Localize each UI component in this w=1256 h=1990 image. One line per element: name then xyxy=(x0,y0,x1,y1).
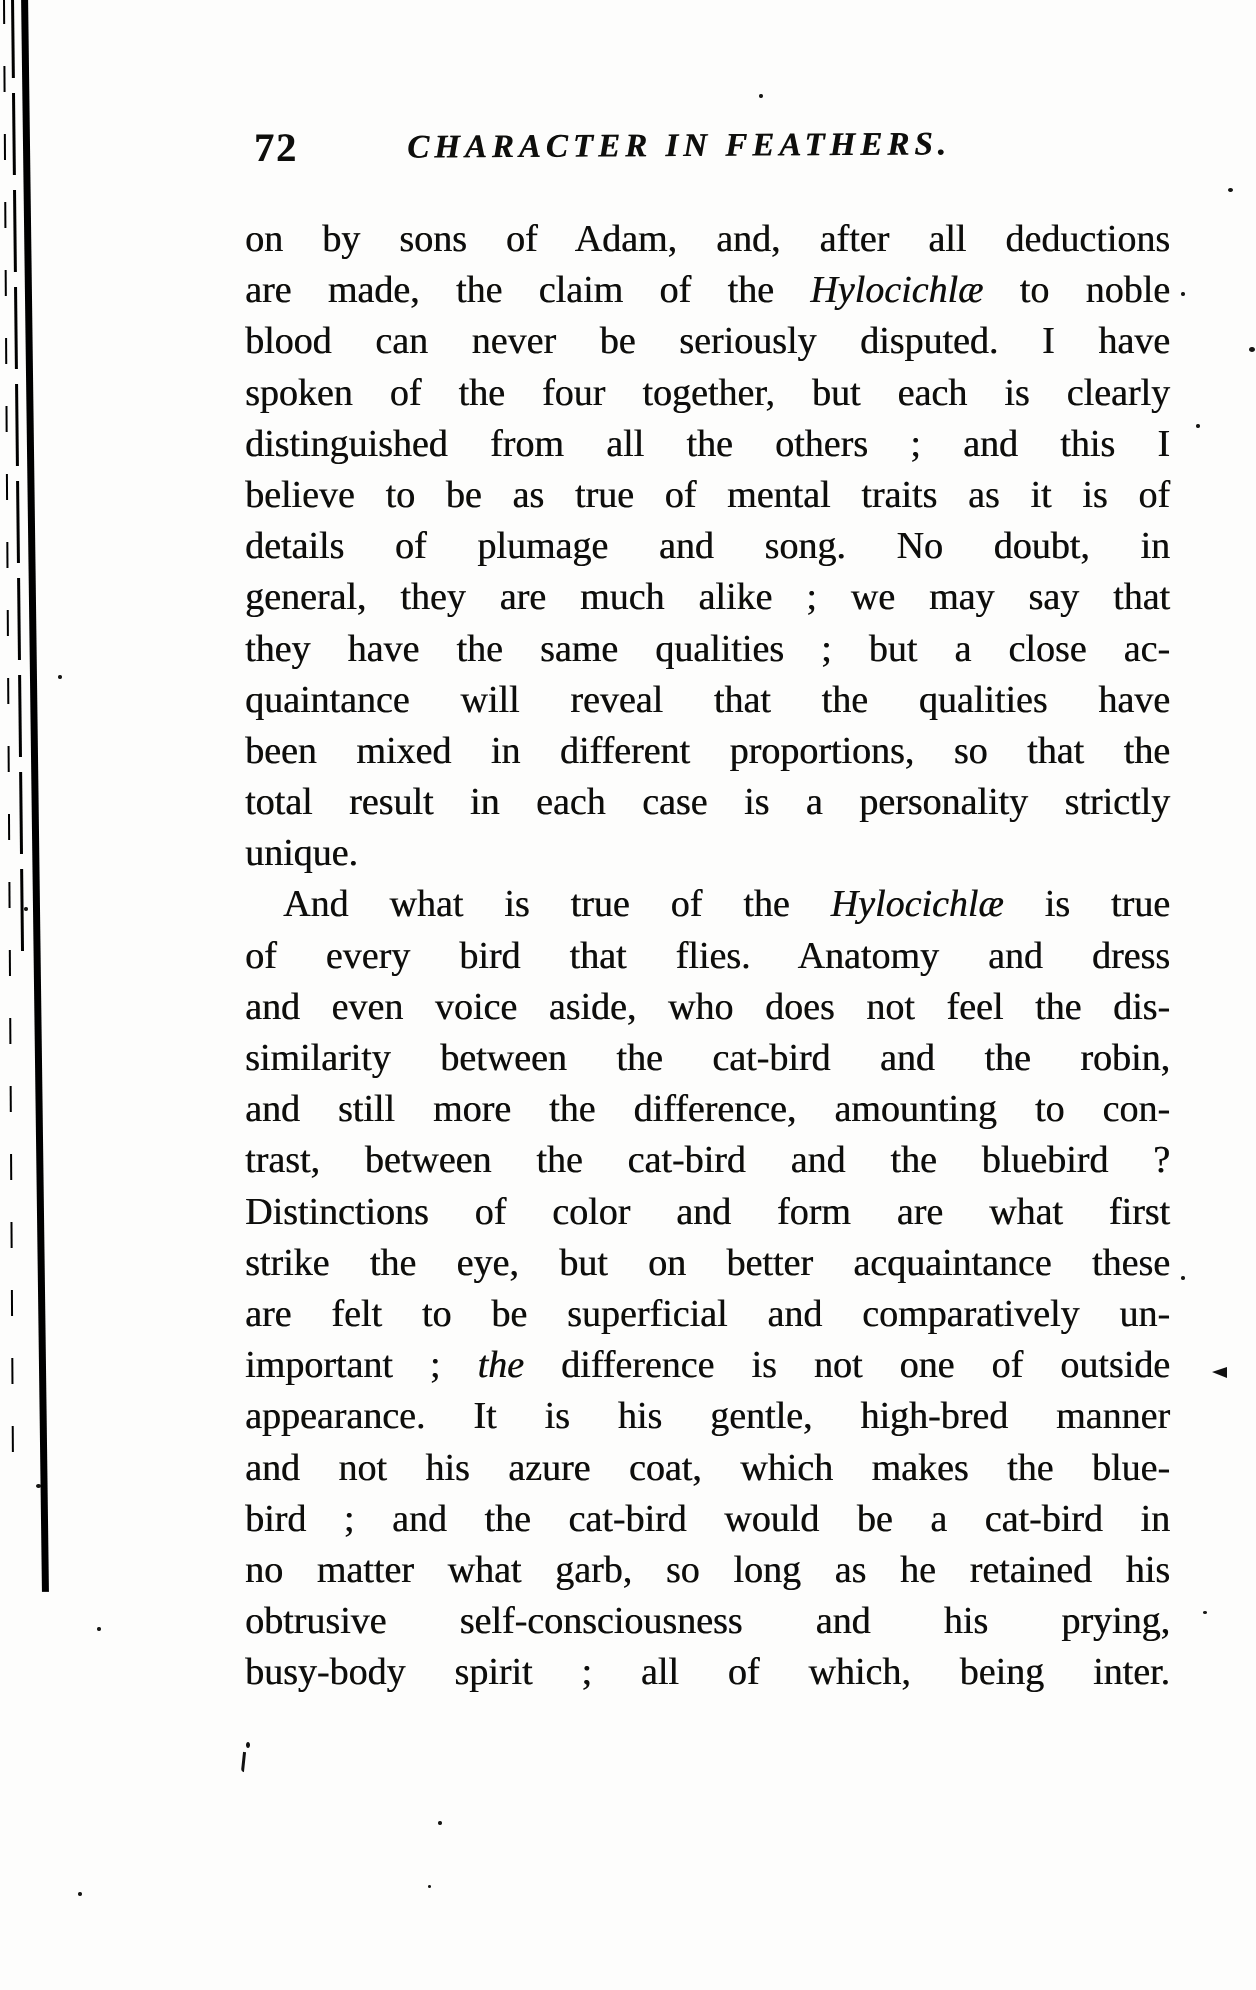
italic-text: Hylocichlæ xyxy=(830,883,1004,926)
text-line xyxy=(245,1647,1170,1698)
text-line xyxy=(245,470,1170,521)
text-segment: and not his azure coat, which makes the blue- xyxy=(245,1446,1170,1489)
ink-artifact-dot xyxy=(246,1742,250,1748)
text-segment: trast, between the cat-bird and the bluebird ? xyxy=(245,1139,1170,1182)
text-segment: Distinctions of color and form are what first xyxy=(245,1190,1170,1233)
ink-speck xyxy=(58,675,62,679)
text-line xyxy=(245,1391,1170,1442)
text-segment: is true xyxy=(1003,883,1170,926)
text-segment: important ; xyxy=(245,1344,478,1387)
text-line xyxy=(245,879,1170,930)
text-line xyxy=(245,316,1170,367)
text-segment: quaintance will reveal that the qualities have xyxy=(245,678,1170,721)
text-segment: general, they are much alike ; we may say that xyxy=(245,576,1170,619)
text-line xyxy=(245,1545,1170,1596)
text-segment: difference is not one of outside xyxy=(523,1344,1170,1387)
margin-arrow-mark xyxy=(1212,1367,1227,1378)
ink-speck xyxy=(1203,1611,1207,1614)
ink-speck xyxy=(438,1821,442,1825)
text-line xyxy=(245,265,1170,316)
text-segment: and even voice aside, who does not feel the dis- xyxy=(245,985,1170,1028)
page-header xyxy=(0,118,1256,178)
italic-text: the xyxy=(477,1344,524,1387)
ink-speck xyxy=(24,907,28,911)
text-line xyxy=(245,521,1170,572)
text-segment: And what is true of the xyxy=(283,883,831,926)
ink-speck xyxy=(36,1484,41,1488)
text-segment: bird ; and the cat-bird would be a cat-bird in xyxy=(245,1497,1170,1540)
text-segment: spoken of the four together, but each is clearly xyxy=(245,371,1170,414)
text-segment: appearance. It is his gentle, high-bred manner xyxy=(245,1395,1170,1438)
ink-speck xyxy=(428,1885,431,1888)
ink-speck xyxy=(759,94,763,98)
text-segment: details of plumage and song. No doubt, in xyxy=(245,525,1170,568)
text-line xyxy=(245,1494,1170,1545)
text-segment: total result in each case is a personality strictly xyxy=(245,781,1170,824)
text-line xyxy=(245,419,1170,470)
text-line xyxy=(245,1596,1170,1647)
text-line xyxy=(245,1238,1170,1289)
text-segment: been mixed in different proportions, so that the xyxy=(245,729,1170,772)
text-line xyxy=(245,572,1170,623)
ink-speck xyxy=(1249,347,1255,352)
text-line xyxy=(245,1187,1170,1238)
text-segment: are made, the claim of the xyxy=(245,269,811,312)
text-line xyxy=(245,1084,1170,1135)
text-line xyxy=(245,777,1170,828)
text-line xyxy=(245,931,1170,982)
ink-speck xyxy=(97,1627,101,1631)
running-title: CHARACTER IN FEATHERS. xyxy=(407,126,951,166)
text-line xyxy=(245,1289,1170,1340)
ink-speck xyxy=(1181,292,1185,296)
ink-speck xyxy=(1196,424,1200,428)
text-segment: strike the eye, but on better acquaintance these xyxy=(245,1241,1170,1284)
text-line xyxy=(245,982,1170,1033)
text-line xyxy=(245,368,1170,419)
text-line xyxy=(245,624,1170,675)
ink-speck xyxy=(1228,188,1233,192)
text-line xyxy=(245,1033,1170,1084)
text-line xyxy=(245,726,1170,777)
text-line xyxy=(245,828,1170,879)
text-segment: no matter what garb, so long as he retained his xyxy=(245,1548,1170,1591)
text-segment: obtrusive self-consciousness and his prying, xyxy=(245,1600,1170,1643)
text-line xyxy=(245,1443,1170,1494)
body-text xyxy=(245,214,1170,1698)
text-line xyxy=(245,214,1170,265)
text-segment: to noble xyxy=(983,269,1170,312)
text-line xyxy=(245,1135,1170,1186)
ink-artifact-tail xyxy=(241,1752,246,1772)
text-segment: they have the same qualities ; but a close ac- xyxy=(245,627,1170,670)
ink-speck xyxy=(78,1892,82,1896)
text-segment: are felt to be superficial and comparatively un- xyxy=(245,1292,1170,1335)
text-segment: similarity between the cat-bird and the robin, xyxy=(245,1037,1170,1079)
text-line xyxy=(245,675,1170,726)
italic-text: Hylocichlæ xyxy=(810,269,984,312)
text-line xyxy=(245,1340,1170,1391)
page-number: 72 xyxy=(254,125,298,170)
text-segment: on by sons of Adam, and, after all deductions xyxy=(245,218,1170,260)
text-segment: blood can never be seriously disputed. I have xyxy=(245,320,1170,363)
text-segment: unique. xyxy=(245,832,358,875)
ink-speck xyxy=(1181,1276,1185,1280)
text-segment: busy-body spirit ; all of which, being inter. xyxy=(245,1651,1170,1694)
binding-gutter-line-thick xyxy=(21,0,49,1592)
text-segment: distinguished from all the others ; and this I xyxy=(245,422,1170,465)
text-segment: believe to be as true of mental traits as it is of xyxy=(245,473,1170,516)
text-segment: and still more the difference, amounting to con- xyxy=(245,1088,1170,1131)
text-segment: of every bird that flies. Anatomy and dress xyxy=(245,934,1170,977)
